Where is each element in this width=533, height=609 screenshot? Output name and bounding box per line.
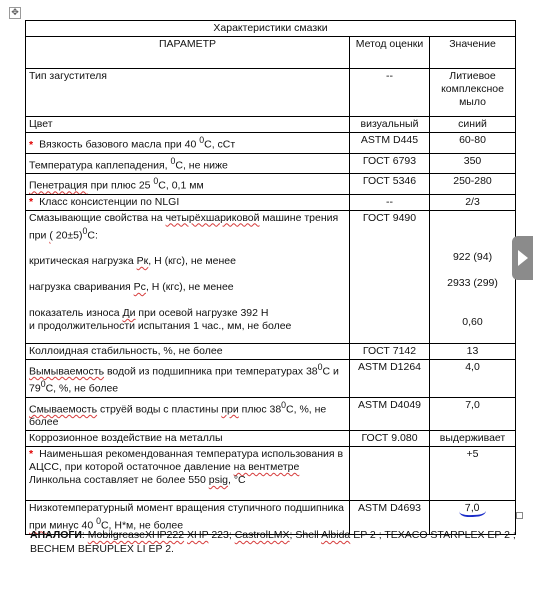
row-param: Коррозионное воздействие на металлы [26,431,350,447]
table-row [26,343,516,359]
row-method: ASTM D4049 [350,397,430,431]
row-param: * Вязкость базового масла при 40 $^0$С, сСт [26,133,350,154]
analogs-paragraph: АНАЛОГИ: MobilgreaseXHP222 XHP 223; CastrolLMX; Shell Albida EP 2 ; TEXACO STARPLEX EP 2 ; BECHEM BERUPLEX LI EP 2. [30,529,516,555]
row-param: * Класс консистенции по NLGI [26,194,350,210]
row-param: Цвет [26,117,350,133]
properties-table [25,20,516,535]
table-row [26,153,516,174]
row-method: ГОСТ 6793 [350,153,430,174]
row-param: * Наименьшая рекомендованная температура использования в АЦСС, при которой остаточное давление на вентметре Линкольна составляет не более 550 psig, °С [26,447,350,501]
row-value: 7,0 [430,397,516,431]
row-value: 922 (94) 2933 (299) 0,60 [430,210,516,343]
row-method: визуальный [350,117,430,133]
row-value: 2/3 [430,194,516,210]
table-row [26,431,516,447]
table-resize-handle-icon[interactable] [516,512,523,519]
table-row [26,133,516,154]
table-row [26,69,516,117]
row-method: ГОСТ 7142 [350,343,430,359]
header-param: ПАРАМЕТР [26,37,350,69]
row-method: ГОСТ 9.080 [350,431,430,447]
row-param: Смазывающие свойства на четырёхшариковой машине трения при ( 20±5)$^0$С: критическая нагрузка Рк, Н (кгс), не менее нагрузка сваривания Рс, Н (кгс), не менее показатель износа Ди при осевой нагрузке 392 Н и продолжительности испытания 1 час., мм, не более [26,210,350,343]
required-asterisk-icon: * [29,195,34,208]
table-row [26,359,516,397]
row-value: 4,0 [430,359,516,397]
handwritten-value: 7,0 [459,502,486,518]
table-title: Характеристики смазки [26,21,516,37]
row-method: ГОСТ 9490 [350,210,430,343]
row-param: Смываемость струёй воды с пластины при плюс $38^0С$, %, не более [26,397,350,431]
table-header-row [26,37,516,69]
table-row [26,174,516,195]
header-method: Метод оценки [350,37,430,69]
row-param: Коллоидная стабильность, %, не более [26,343,350,359]
row-param: Температура каплепадения, $^0$С, не ниже [26,153,350,174]
table-title-row [26,21,516,37]
header-value: Значение [430,37,516,69]
table-move-handle-icon[interactable]: ✥ [9,7,21,19]
row-method: ГОСТ 5346 [350,174,430,195]
table-row [26,210,516,343]
table-row [26,194,516,210]
row-param: Пенетрация при плюс 25 $^0$С, 0,1 мм [26,174,350,195]
analogs-label: АНАЛОГИ [30,529,82,541]
row-value: 13 [430,343,516,359]
row-value: +5 [430,447,516,501]
chevron-right-icon[interactable] [512,236,533,280]
row-value: выдерживает [430,431,516,447]
row-value: синий [430,117,516,133]
row-param: Вымываемость водой из подшипника при температурах $38^0С$ и $79^0С$, %, не более [26,359,350,397]
row-method: -- [350,69,430,117]
required-asterisk-icon: * [29,138,34,151]
row-method: ASTM D445 [350,133,430,154]
row-method: ASTM D4693 [350,501,430,535]
table-row [26,397,516,431]
row-value: Литиевое комплексное мыло [430,69,516,117]
row-value: 60-80 [430,133,516,154]
row-value: 250-280 [430,174,516,195]
table-row [26,117,516,133]
table-row [26,447,516,501]
row-method: ASTM D1264 [350,359,430,397]
row-param: Низкотемпературный момент вращения ступичного подшипника при минус 40 $^0$С, Н*м, не более [26,501,350,535]
required-asterisk-icon: * [29,448,34,460]
row-value: 350 [430,153,516,174]
row-param: Тип загустителя [26,69,350,117]
row-method: -- [350,194,430,210]
row-method [350,447,430,501]
